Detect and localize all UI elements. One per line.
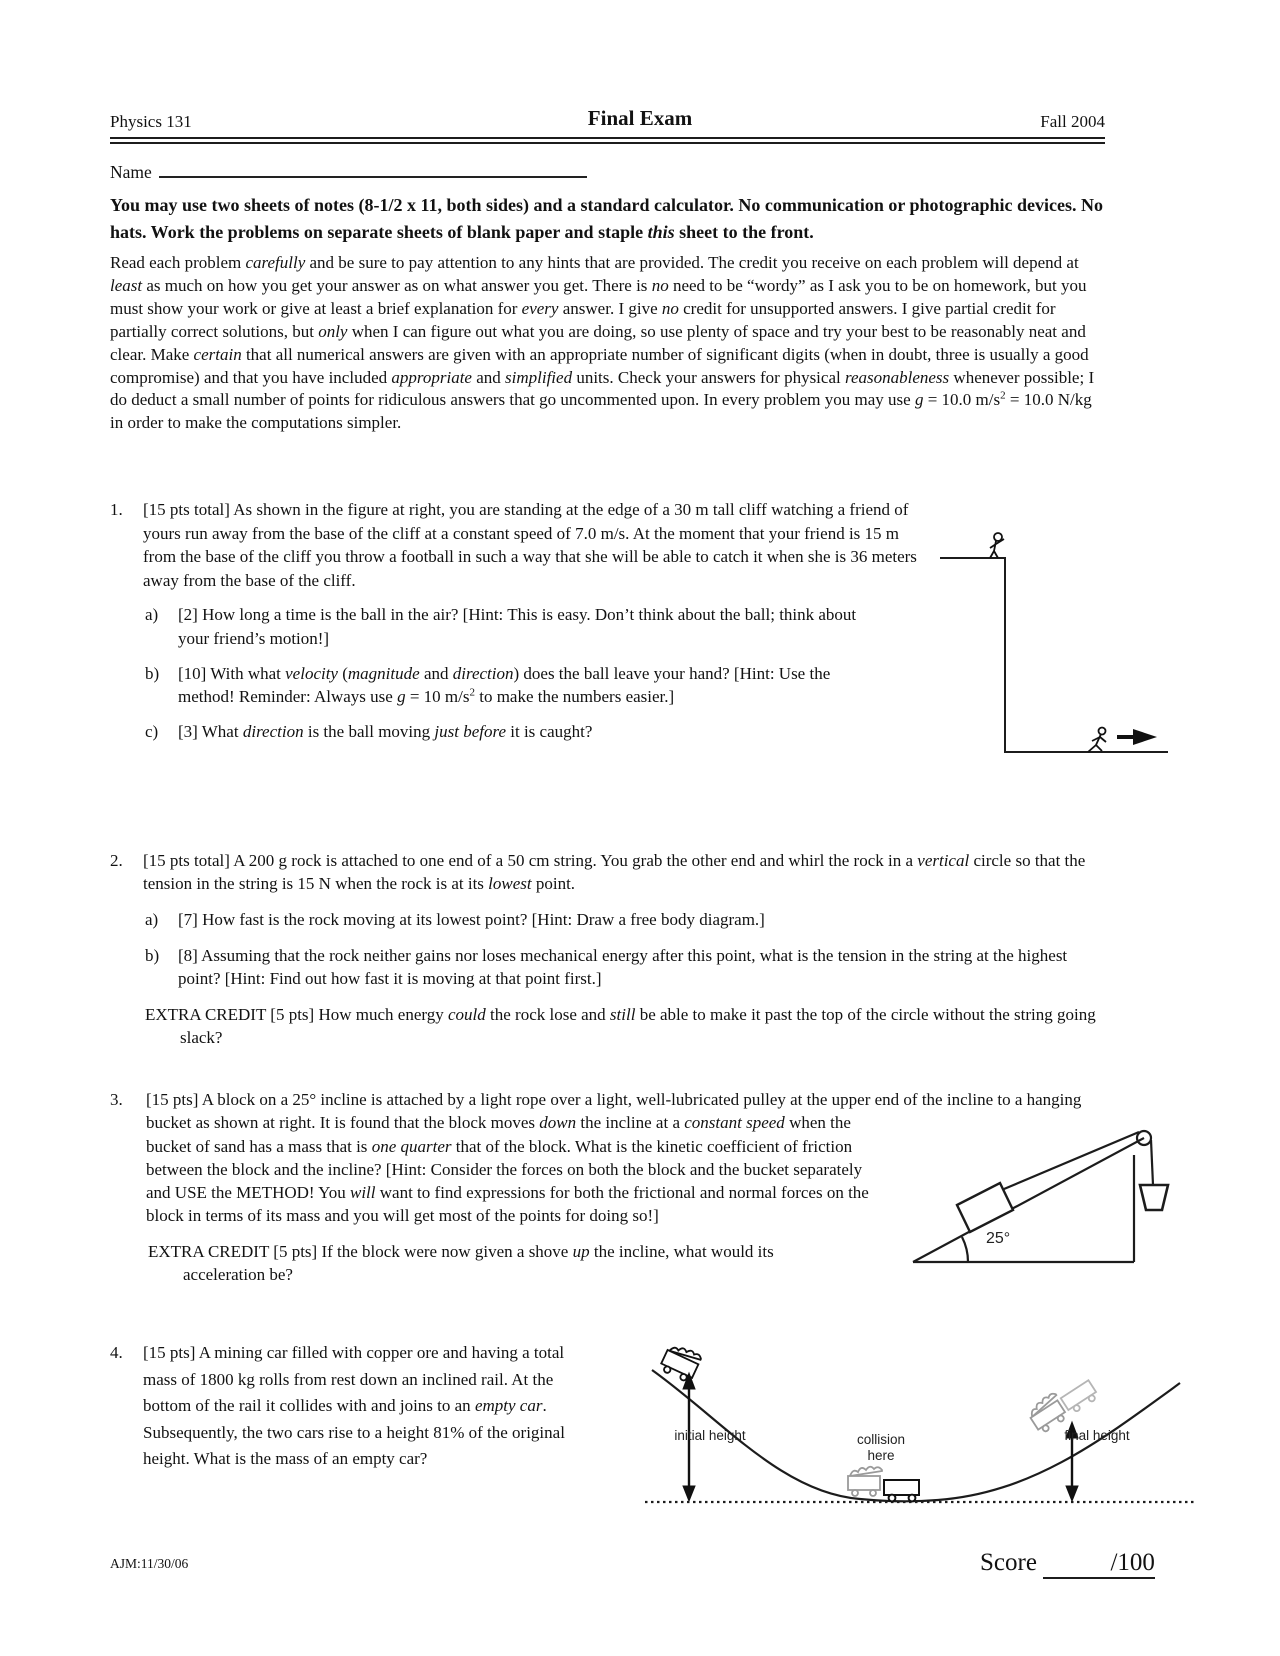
part-label: a): [145, 605, 159, 625]
name-label: Name: [110, 162, 152, 182]
thrower-stick-figure: [990, 533, 1004, 558]
empty-cart-collision: [884, 1480, 919, 1501]
problem-3-number: 3.: [110, 1090, 123, 1109]
initial-height-label: initial height: [674, 1428, 746, 1443]
problem-2-part-a: [145, 908, 1105, 931]
coupled-carts-final: [1025, 1372, 1099, 1434]
problem-2-number: 2.: [110, 851, 123, 870]
problem-3-text: [15 pts] A block on a 25° incline is attached by a light rope over a light, well-lubricated pulley at the upper end of the incline to a hanging bucket as shown at right. It is found that the block moves down the incline at a constant speed when the bucket of sand has a mass that is one quarter that of the block. What is the kinetic coefficient of friction between the block and the incline? [Hint: Consider the forces on both the block and the bucket separately and USE the METHOD! You will want to find expressions for both the frictional and normal forces on the block in terms of its mass and you will get most of the points for doing so!]: [146, 1090, 1082, 1226]
part-label: b): [145, 946, 160, 965]
problem-1-body: [15 pts total] As shown in the figure at right, you are standing at the edge of a 30 m tall cliff watching a friend of yours run away from the base of the cliff at a constant speed of 7.0 m/s. At the moment that your friend is 15 m from the base of the cliff you throw a football in such a way that she will be able to catch it when she is 36 meters away from the base of the cliff.: [143, 500, 917, 590]
page-title: Final Exam: [587, 106, 693, 130]
intro-paragraph: Read each problem carefully and be sure to pay attention to any hints that are provided. The credit you receive on each problem will depend at least as much on how you get your answer as on what answer you get. There is no need to be “wordy” as I ask you to be on homework, but you must show your work or give at least a brief explanation for every answer. I give no credit for unsupported answers. I give partial credit for partially correct solutions, but only when I can figure out what you are doing, so use plenty of space and try your best to be reasonably neat and clear. Make certain that all numerical answers are given with an appropriate number of significant digits (when in doubt, three is usually a good compromise) and that you have included appropriate and simplified units. Check your answers for physical reasonableness whenever possible; I do deduct a small number of points for ridiculous answers that go uncommented upon. In every problem you may use g = 10.0 $m/s^2 = 10.0$ N/kg in order to make the computations simpler.: [110, 253, 1095, 433]
problem-3-extra-credit: EXTRA CREDIT [5 pts] If the block were now given a shove up the incline, what would its acceleration be?: [148, 1241, 774, 1285]
block-shape: [957, 1183, 1013, 1232]
problem-2-extra-credit: EXTRA CREDIT [5 pts] How much energy could the rock lose and still be able to make it past the top of the circle without the string going slack?: [145, 1005, 1096, 1047]
problem-4-number: 4.: [110, 1343, 123, 1362]
cliff-figure: [935, 500, 1175, 758]
problem-2: [110, 849, 1105, 1049]
part-text: [7] How fast is the rock moving at its lowest point? [Hint: Draw a free body diagram.]: [178, 910, 765, 929]
name-blank-line: [159, 159, 587, 178]
mining-car-figure: [632, 1325, 1200, 1510]
problem-1-part-b: [145, 662, 922, 709]
part-text: [8] Assuming that the rock neither gains nor loses mechanical energy after this point, what is the tension in the string at the highest point? [Hint: Find out how fast it is moving at that point first.]: [178, 946, 1068, 988]
score-label: Score: [980, 1549, 1037, 1576]
final-height-label: final height: [1064, 1428, 1130, 1443]
part-label: c): [145, 721, 159, 741]
part-text: [3] What direction is the ball moving just before it is caught?: [178, 721, 593, 741]
runner-stick-figure: [1088, 728, 1106, 753]
problem-1: [110, 498, 922, 743]
part-label: a): [145, 910, 159, 929]
full-cart-collision: [848, 1467, 882, 1496]
course-name: Physics 131: [110, 112, 192, 131]
score-row: [980, 1549, 1155, 1579]
exam-rules-notice: You may use two sheets of notes (8-1/2 x 11, both sides) and a standard calculator. No communication or photographic devices. No hats. Work the problems on separate sheets of blank paper and staple this sheet to the front.: [110, 195, 1104, 242]
header-rule: [110, 137, 1105, 144]
term-label: Fall 2004: [1040, 112, 1105, 131]
problem-4: [110, 1340, 591, 1473]
problem-2-body: [15 pts total] A 200 g rock is attached to one end of a 50 cm string. You grab the other end and whirl the rock in a vertical circle so that the tension in the string is 15 N when the rock is at its lowest point.: [143, 851, 1086, 893]
score-blank-line: [1043, 1549, 1155, 1579]
part-text: [2] How long a time is the ball in the air? [Hint: This is easy. Don’t think about the ball; think about your friend’s motion!]: [178, 605, 857, 648]
problem-1-number: 1.: [110, 500, 123, 519]
problem-2-part-b: [145, 944, 1105, 990]
bucket-shape: [1140, 1185, 1168, 1210]
incline-pulley-figure: [898, 1123, 1200, 1268]
problem-1-part-a: [145, 603, 922, 650]
problem-1-part-c: [145, 720, 922, 744]
part-text: [10] With what velocity (magnitude and direction) does the ball leave your hand? [Hint: Use the method! Reminder: Always use g = 10 $m/s^2$ to make the numbers easier.]: [178, 663, 831, 707]
document-version: AJM:11/30/06: [110, 1556, 189, 1571]
problem-4-body: [15 pts] A mining car filled with copper ore and having a total mass of 1800 kg rolls from rest down an inclined rail. At the bottom of the rail it collides with and joins to an empty car. Subsequently, the two cars rise to a height 81% of the original height. What is the mass of an empty car?: [143, 1343, 565, 1469]
full-cart-start: [659, 1342, 703, 1384]
run-direction-arrow: [1117, 729, 1157, 745]
name-row: [110, 159, 587, 183]
score-denominator: /100: [1110, 1549, 1155, 1576]
part-label: b): [145, 663, 160, 683]
collision-here-label: collision here: [856, 1432, 906, 1463]
incline-angle-label: 25°: [986, 1230, 1011, 1247]
